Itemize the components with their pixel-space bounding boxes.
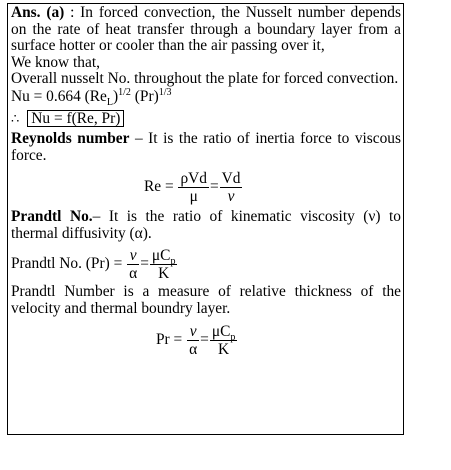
pr1-fraction-1 <box>127 247 139 282</box>
pr1-fraction-2 <box>150 247 178 282</box>
nu-sub: L <box>106 96 113 108</box>
pr1-num2-main: μC <box>151 247 171 264</box>
pr1-den1: α <box>129 265 138 282</box>
pr2-den2: K <box>218 341 230 358</box>
pr2-num2-sub: p <box>230 332 236 344</box>
pr2-num2 <box>210 323 238 344</box>
pr2-lhs: Pr = <box>156 331 183 349</box>
reynolds-text: – It is the ratio of inertia force to viscous force. <box>11 130 401 164</box>
pr2-equals: = <box>200 331 209 349</box>
pr2-fraction-2 <box>210 323 238 358</box>
nu-paren: ) <box>113 87 119 105</box>
pr2-num2-main: μC <box>211 323 231 340</box>
therefore-line <box>11 109 401 129</box>
answer-label: Ans. (a) <box>11 4 65 21</box>
pr2-num1: ν <box>187 323 199 341</box>
answer-box <box>7 3 404 435</box>
nu-exp2: 1/3 <box>158 86 172 98</box>
nu-middle: (Pr) <box>130 87 159 105</box>
re-fraction-1 <box>178 170 209 205</box>
re-den2: ν <box>227 188 235 205</box>
pr1-num2-sub: p <box>170 256 176 268</box>
therefore-symbol: ∴ <box>11 111 20 126</box>
prandtl-equation-1 <box>11 247 401 282</box>
re-fraction-2 <box>220 170 243 205</box>
reynolds-title: Reynolds number <box>11 130 130 147</box>
prandtl-equation-2 <box>156 323 401 358</box>
re-equals: = <box>209 178 219 196</box>
prandtl-title: Prandtl No. <box>11 208 93 225</box>
prandtl-paragraph <box>11 209 401 242</box>
pr1-lhs: Prandtl No. (Pr) = <box>11 255 123 273</box>
reynolds-equation <box>144 170 401 205</box>
measure-paragraph: Prandtl Number is a measure of relative thickness of the velocity and thermal boundry layer. <box>11 283 401 317</box>
pr1-num2 <box>150 247 178 268</box>
we-know-line: We know that, <box>11 53 100 71</box>
intro-paragraph <box>11 5 401 55</box>
re-num2: Vd <box>221 170 241 187</box>
nusselt-formula <box>11 86 401 108</box>
re-lhs: Re = <box>144 178 174 196</box>
overall-paragraph: Overall nusselt No. throughout the plate for forced convection. <box>11 70 399 87</box>
pr1-den2: K <box>158 265 170 282</box>
pr1-equals: = <box>140 255 149 273</box>
pr1-num1: ν <box>127 247 139 265</box>
pr2-fraction-1 <box>187 323 199 358</box>
intro-text: : In forced convection, the Nusselt number depends on the rate of heat transfer through a boundary layer from a surface hotter or cooler than the air passing over it, <box>11 4 401 54</box>
nu-prefix: Nu = 0.664 (Re <box>11 87 107 105</box>
prandtl-text: – It is the ratio of kinematic viscosity (ν) to thermal diffusivity (α). <box>11 208 401 242</box>
nu-exp1: 1/2 <box>118 86 131 98</box>
pr2-den1: α <box>189 341 198 358</box>
nu-function-box: Nu = f(Re, Pr) <box>27 110 124 127</box>
reynolds-paragraph <box>11 131 401 164</box>
re-den1: μ <box>189 188 198 205</box>
re-num1: ρVd <box>180 170 207 187</box>
